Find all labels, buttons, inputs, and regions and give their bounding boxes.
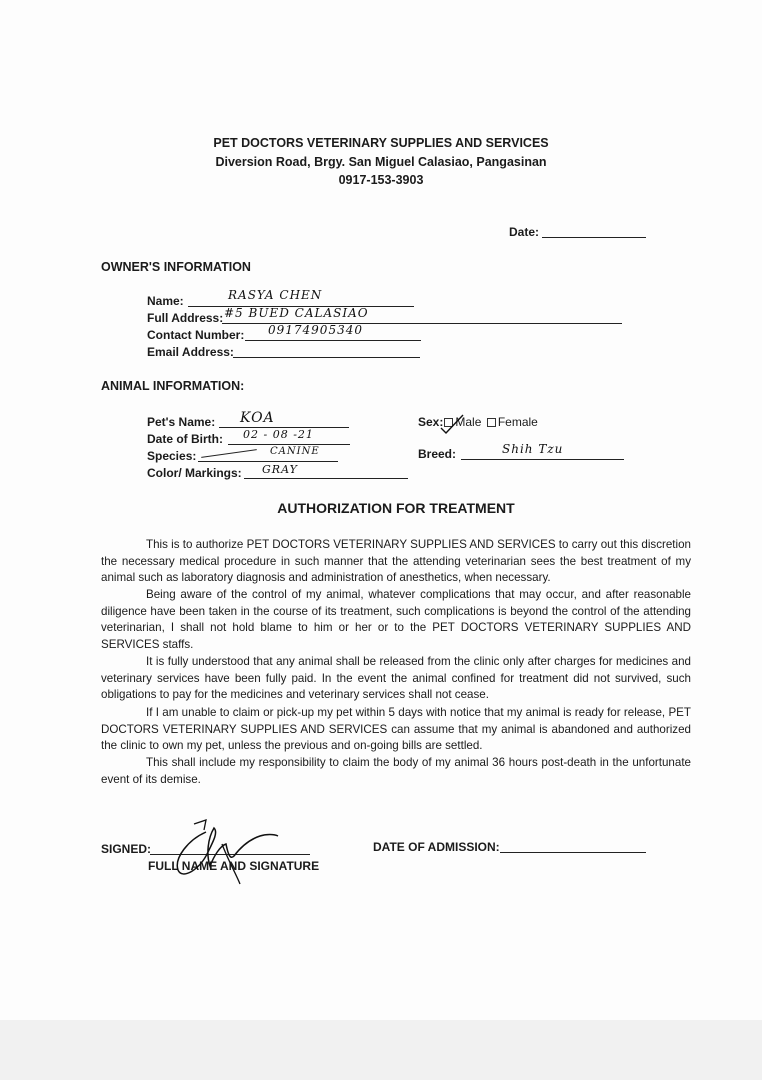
signature-caption: FULL NAME AND SIGNATURE xyxy=(148,859,320,873)
color-field[interactable] xyxy=(244,478,408,479)
auth-paragraph-3: It is fully understood that any animal shall be released from the clinic only after charges for medicines and veterinary services have been fully paid. In the event the animal confined for treatment did not survived, such obligations to pay for the medicines and veterinary services shall not cease. xyxy=(101,655,691,702)
male-option: Male xyxy=(455,415,482,429)
breed-label: Breed: xyxy=(418,447,457,461)
owner-address-value: #5 BUED CALASIAO xyxy=(224,306,369,320)
female-option: Female xyxy=(497,415,538,429)
auth-paragraph-2: Being aware of the control of my animal, whatever complications that may occur, and after reasonable diligence have been taken in the course of its treatment, such complications is beyond the control of the attending veterinarian, I shall not hold blame to him or her or to the PET DOCTORS VETERINARY SUPPLIES AND SERVICES staffs. xyxy=(101,588,691,652)
owner-address-label: Full Address: xyxy=(147,311,224,325)
pet-name-label: Pet's Name: xyxy=(147,415,216,429)
clinic-phone: 0917-153-3903 xyxy=(338,173,424,187)
color-label: Color/ Markings: xyxy=(147,466,242,480)
auth-paragraph-5: This shall include my responsibility to claim the body of my animal 36 hours post-death in the unfortunate event of its demise. xyxy=(101,756,691,786)
species-value: CANINE xyxy=(270,446,320,457)
owner-signature xyxy=(148,810,283,885)
auth-paragraph-1: This is to authorize PET DOCTORS VETERINARY SUPPLIES AND SERVICES to carry out this discretion the necessary medical procedure in such manner that the attending veterinarian sees the best treatment of my animal such as laboratory diagnosis and administration of anesthetics, when necessary. xyxy=(101,538,691,585)
owner-section-title: OWNER'S INFORMATION xyxy=(101,260,251,274)
signed-label: SIGNED: xyxy=(101,842,152,856)
owner-email-field[interactable] xyxy=(233,357,420,358)
female-checkbox[interactable] xyxy=(487,418,496,427)
auth-paragraph-4: If I am unable to claim or pick-up my pet within 5 days with notice that my animal is ready for release, PET DOCTORS VETERINARY SUPPLIES AND SERVICES can assume that my animal is abandoned and authorized the clinic to own my pet, unless the previous and on-going bills are settled. xyxy=(101,706,691,753)
owner-contact-field[interactable] xyxy=(245,340,421,341)
authorization-title: AUTHORIZATION FOR TREATMENT xyxy=(277,500,515,516)
owner-contact-label: Contact Number: xyxy=(147,328,245,342)
owner-name-label: Name: xyxy=(147,294,184,308)
clinic-name: PET DOCTORS VETERINARY SUPPLIES AND SERVICES xyxy=(213,136,549,150)
date-label: Date: xyxy=(509,225,540,239)
admission-label: DATE OF ADMISSION: xyxy=(373,840,500,854)
male-check-mark xyxy=(440,414,464,434)
breed-value: Shih Tzu xyxy=(502,442,564,456)
species-field[interactable] xyxy=(198,461,338,462)
pet-name-value: KOA xyxy=(240,410,275,426)
dob-label: Date of Birth: xyxy=(147,432,223,446)
sex-label: Sex: xyxy=(418,415,444,429)
clinic-address: Diversion Road, Brgy. San Miguel Calasiao, Pangasinan xyxy=(215,155,547,169)
animal-section-title: ANIMAL INFORMATION: xyxy=(101,379,245,393)
breed-field[interactable] xyxy=(461,459,624,460)
dob-field[interactable] xyxy=(228,444,350,445)
owner-email-label: Email Address: xyxy=(147,345,234,359)
owner-contact-value: 09174905340 xyxy=(268,323,363,337)
admission-date-field[interactable] xyxy=(500,852,646,853)
species-label: Species: xyxy=(147,449,197,463)
sex-field[interactable] xyxy=(418,413,538,431)
date-field[interactable] xyxy=(542,237,646,238)
species-strikeout xyxy=(201,449,257,458)
color-value: GRAY xyxy=(262,463,298,476)
dob-value: 02 - 08 -21 xyxy=(243,428,314,441)
owner-name-value: RASYA CHEN xyxy=(228,288,323,302)
